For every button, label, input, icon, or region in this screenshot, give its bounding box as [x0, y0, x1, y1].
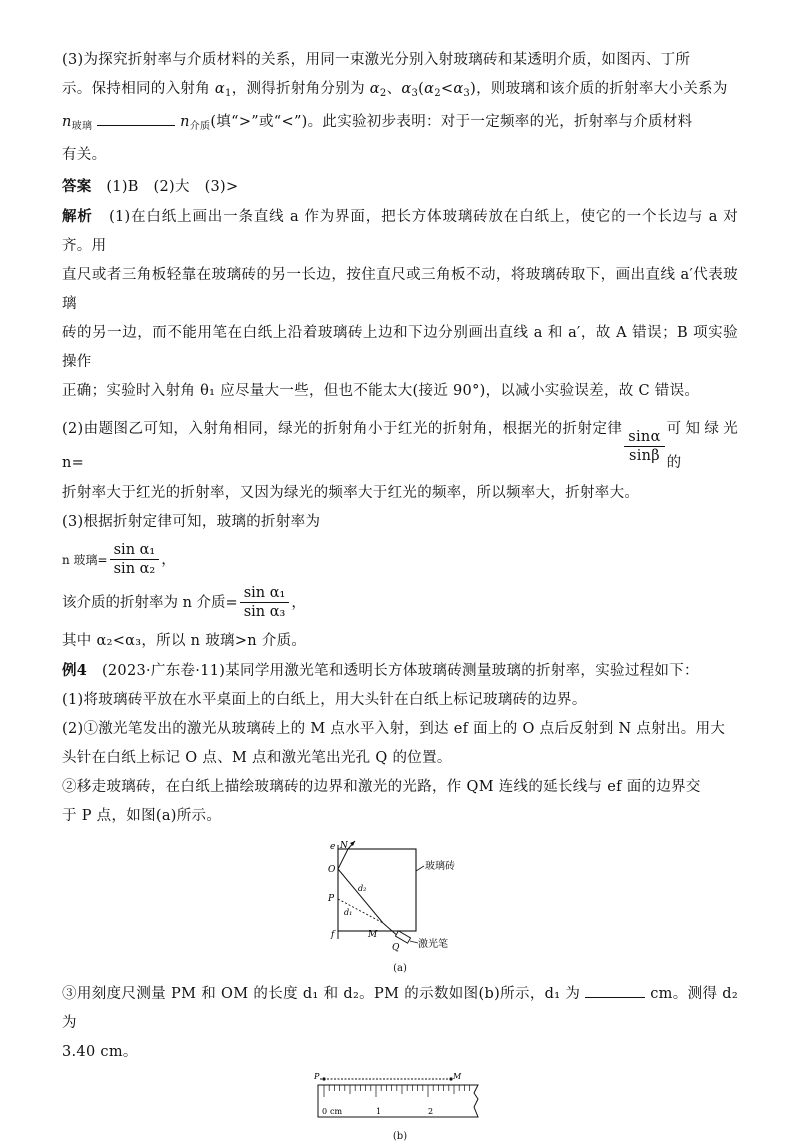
- analysis-conclusion: 其中 α₂<α₃，所以 n 玻璃>n 介质。: [62, 633, 307, 649]
- n-symbol: n: [180, 114, 190, 130]
- example-text: (1)将玻璃砖平放在水平桌面上的白纸上，用大头针在白纸上标记玻璃砖的边界。: [62, 692, 587, 708]
- analysis-text: 直尺或者三角板轻靠在玻璃砖的另一长边，按住直尺或三角板不动，将玻璃砖取下，画出直线 a′代表玻璃: [62, 267, 738, 312]
- tick-label-unit: cm: [330, 1107, 343, 1116]
- tick-label-0: 0: [322, 1107, 328, 1116]
- example-text: (2)①激光笔发出的激光从玻璃砖上的 M 点水平入射，到达 ef 面上的 O 点后反射到 N 点射出。用大: [62, 721, 726, 737]
- alpha-symbol: α: [369, 81, 380, 97]
- label-P: P: [328, 894, 335, 904]
- q3-line1: (3)为探究折射率与介质材料的关系，用同一束激光分别入射玻璃砖和某透明介质，如图丙、丁所: [62, 52, 691, 68]
- q3-text: ，测得折射角分别为: [231, 81, 370, 97]
- label-P: P: [314, 1072, 320, 1081]
- equation-n-medium: [62, 584, 738, 621]
- n-symbol: n: [62, 114, 72, 130]
- q3-line3: [62, 108, 738, 141]
- answer-blank[interactable]: [97, 125, 175, 126]
- example4: [62, 656, 738, 831]
- equation-n-glass: [62, 541, 738, 578]
- analysis-text: 砖的另一边，而不能用笔在白纸上沿着玻璃砖上边和下边分别画出直线 a 和 a′，故 A 错误；B 项实验操作: [62, 325, 738, 370]
- subscript: 2: [434, 88, 441, 99]
- figure-b: [62, 1073, 738, 1142]
- fraction-numerator: sin α₁: [240, 584, 290, 603]
- ruler-diagram: [310, 1073, 490, 1129]
- glass-fraction: [110, 541, 160, 578]
- example-text: ③用刻度尺测量 PM 和 OM 的长度 d₁ 和 d₂。PM 的示数如图(b)所示，d₁ 为: [62, 986, 581, 1002]
- leader-line: [410, 941, 418, 943]
- laser-pen-icon: [395, 931, 410, 943]
- alpha-symbol: α: [214, 81, 226, 97]
- fraction-denominator: sinβ: [628, 447, 660, 464]
- q3-text: (填“>”或“<”)。此实验初步表明：对于一定频率的光，折射率与介质材料: [210, 114, 693, 130]
- laser-on: [338, 849, 348, 869]
- label-d2: d₂: [358, 884, 367, 893]
- fraction-denominator: sin α₂: [113, 561, 156, 577]
- label-M: M: [368, 930, 378, 940]
- example-text: 头针在白纸上标记 O 点、M 点和激光笔出光孔 Q 的位置。: [62, 750, 452, 766]
- q3-line2: [62, 75, 738, 108]
- subscript: 3: [463, 88, 471, 99]
- subscript: 介质: [189, 121, 211, 132]
- eq-lhs: n 玻璃=: [62, 552, 108, 567]
- analysis-text: (2)由题图乙可知，入射角相同，绿光的折射角小于红光的折射角，根据光的折射定律 n=: [62, 421, 623, 471]
- tick-label-1: 1: [376, 1107, 382, 1116]
- figure-a-caption: (a): [393, 963, 407, 974]
- fraction-numerator: sinα: [624, 428, 664, 447]
- answer-label: 答案: [62, 178, 92, 195]
- q3-text: (: [418, 81, 425, 97]
- label-e: e: [330, 842, 336, 852]
- leader-line: [416, 866, 424, 871]
- example-text: 3.40 cm。: [62, 1044, 138, 1060]
- medium-fraction: [240, 584, 290, 621]
- example-text: 于 P 点，如图(a)所示。: [62, 808, 222, 824]
- subscript: 2: [379, 88, 387, 99]
- fraction-denominator: sin α₃: [243, 604, 286, 620]
- label-M: M: [453, 1072, 462, 1081]
- figure-b-caption: (b): [392, 1131, 408, 1142]
- example-label: 例4: [62, 662, 88, 679]
- fraction-numerator: sin α₁: [110, 541, 160, 560]
- analysis-text: 可知绿光的: [666, 421, 738, 471]
- eq-tail: ，: [291, 594, 306, 611]
- q3-text: <: [440, 81, 454, 97]
- eq-lhs: 该介质的折射率为 n 介质=: [62, 594, 238, 611]
- answer-line: [62, 172, 738, 202]
- analysis-text: 正确；实验时入射角 θ₁ 应尽量大一些，但也不能太大(接近 90°)，以减小实验误差，故 C 错误。: [62, 383, 700, 399]
- q3-text: 示。保持相同的入射角: [62, 81, 215, 97]
- subscript: 1: [225, 88, 232, 99]
- figure-a-diagram: [300, 839, 500, 961]
- q3-text: ): [470, 81, 477, 97]
- example4-step3: [62, 980, 738, 1067]
- subscript: 玻璃: [71, 121, 93, 132]
- answer-text: (1)B (2)大 (3)>: [106, 179, 239, 195]
- tick-label-2: 2: [428, 1107, 434, 1116]
- example-text: 某同学用激光笔和透明长方体玻璃砖测量玻璃的折射率，实验过程如下：: [225, 663, 699, 679]
- point-P: [322, 1077, 325, 1080]
- analysis-text: (1)在白纸上画出一条直线 a 作为界面，把长方体玻璃砖放在白纸上，使它的一个长边与 a 对齐。用: [62, 209, 739, 254]
- analysis-text: (3)根据折射定律可知，玻璃的折射率为: [62, 514, 321, 530]
- ruler-ticks: [324, 1085, 470, 1097]
- analysis-label: 解析: [62, 208, 93, 225]
- label-d1: d₁: [344, 908, 353, 917]
- eq-tail: ，: [161, 551, 176, 568]
- answer-blank-d1[interactable]: [585, 997, 645, 998]
- example-text: cm。测得 d₂ 为: [62, 986, 738, 1031]
- analysis-p1: [62, 202, 738, 406]
- alpha-symbol: α: [424, 81, 435, 97]
- example-text: ②移走玻璃砖，在白纸上描绘玻璃砖的边界和激光的光路，作 QM 连线的延长线与 ef 面的边界交: [62, 779, 701, 795]
- figure-a: [62, 839, 738, 974]
- q3-text: ，则玻璃和该介质的折射率大小关系为: [476, 81, 728, 97]
- subscript: 3: [411, 88, 419, 99]
- q3-line4: 有关。: [62, 147, 107, 163]
- label-f: f: [331, 930, 335, 940]
- snell-fraction: [624, 428, 664, 465]
- label-pen: 激光笔: [418, 939, 448, 950]
- analysis-p2: [62, 412, 738, 506]
- label-glass: 玻璃砖: [425, 861, 455, 872]
- q3-paragraph: [62, 46, 738, 170]
- glass-block: [338, 849, 416, 931]
- example-source: (2023·广东卷·11): [101, 663, 226, 679]
- q3-text: 、: [386, 81, 402, 97]
- label-O: O: [328, 865, 336, 875]
- analysis-text: 折射率大于红光的折射率，又因为绿光的频率大于红光的频率，所以频率大，折射率大。: [62, 485, 640, 501]
- label-Q: Q: [392, 943, 400, 953]
- analysis-p3: [62, 508, 738, 537]
- label-N: N: [340, 841, 348, 851]
- alpha-symbol: α: [401, 81, 412, 97]
- alpha-symbol: α: [453, 81, 464, 97]
